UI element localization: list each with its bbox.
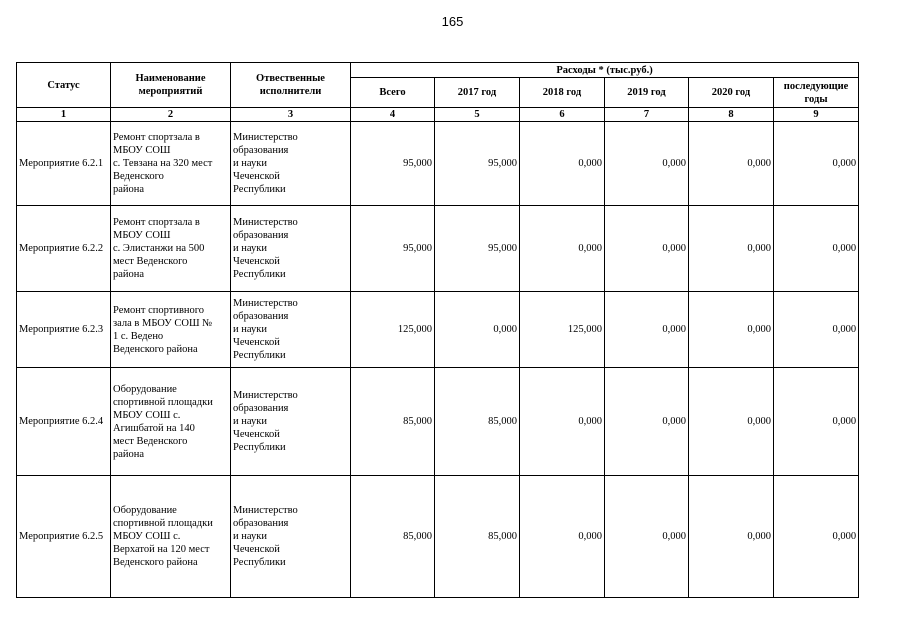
row-next-years: 0,000 — [774, 292, 859, 368]
table-row — [17, 206, 859, 292]
header-2019: 2019 год — [605, 78, 689, 108]
row-2017: 0,000 — [435, 292, 520, 368]
row-status: Мероприятие 6.2.1 — [17, 122, 111, 206]
column-number: 3 — [231, 108, 351, 122]
row-next-years: 0,000 — [774, 368, 859, 476]
row-2019: 0,000 — [605, 206, 689, 292]
row-name: Оборудование спортивной площадки МБОУ СОШ с. Агишбатой на 140 мест Веденского района — [111, 368, 231, 476]
row-2017: 95,000 — [435, 206, 520, 292]
row-executor: Министерство образования и науки Чеченской Республики — [231, 476, 351, 598]
row-2018: 0,000 — [520, 206, 605, 292]
row-name: Ремонт спортивного зала в МБОУ СОШ № 1 с. Ведено Веденского района — [111, 292, 231, 368]
row-next-years: 0,000 — [774, 206, 859, 292]
row-2018: 125,000 — [520, 292, 605, 368]
row-name: Оборудование спортивной площадки МБОУ СОШ с. Верхатой на 120 мест Веденского района — [111, 476, 231, 598]
page-number: 165 — [441, 14, 464, 29]
row-2019: 0,000 — [605, 292, 689, 368]
column-number: 5 — [435, 108, 520, 122]
header-executors: Отвественные исполнители — [231, 63, 351, 108]
row-2019: 0,000 — [605, 122, 689, 206]
row-2018: 0,000 — [520, 476, 605, 598]
column-number: 9 — [774, 108, 859, 122]
row-2020: 0,000 — [689, 206, 774, 292]
row-total: 95,000 — [351, 206, 435, 292]
row-2020: 0,000 — [689, 368, 774, 476]
column-number: 6 — [520, 108, 605, 122]
table-row — [17, 122, 859, 206]
table-row — [17, 476, 859, 598]
column-number: 1 — [17, 108, 111, 122]
row-status: Мероприятие 6.2.5 — [17, 476, 111, 598]
header-status: Статус — [17, 63, 111, 108]
column-numbers-row — [17, 108, 859, 122]
header-next-years: последующие годы — [774, 78, 859, 108]
budget-table — [16, 62, 859, 598]
header-name: Наименование мероприятий — [111, 63, 231, 108]
row-2019: 0,000 — [605, 476, 689, 598]
row-total: 85,000 — [351, 476, 435, 598]
row-2017: 95,000 — [435, 122, 520, 206]
row-executor: Министерство образования и науки Чеченской Республики — [231, 122, 351, 206]
row-2020: 0,000 — [689, 292, 774, 368]
row-total: 125,000 — [351, 292, 435, 368]
row-2019: 0,000 — [605, 368, 689, 476]
header-2020: 2020 год — [689, 78, 774, 108]
header-2017: 2017 год — [435, 78, 520, 108]
table-row — [17, 292, 859, 368]
row-name: Ремонт спортзала в МБОУ СОШ с. Элистанжи на 500 мест Веденского района — [111, 206, 231, 292]
row-2020: 0,000 — [689, 476, 774, 598]
row-executor: Министерство образования и науки Чеченской Республики — [231, 368, 351, 476]
table-row — [17, 368, 859, 476]
row-2018: 0,000 — [520, 368, 605, 476]
row-2018: 0,000 — [520, 122, 605, 206]
header-expenses: Расходы * (тыс.руб.) — [351, 63, 859, 78]
row-status: Мероприятие 6.2.2 — [17, 206, 111, 292]
row-2017: 85,000 — [435, 476, 520, 598]
column-number: 8 — [689, 108, 774, 122]
row-status: Мероприятие 6.2.3 — [17, 292, 111, 368]
header-total: Всего — [351, 78, 435, 108]
row-next-years: 0,000 — [774, 476, 859, 598]
row-next-years: 0,000 — [774, 122, 859, 206]
row-total: 85,000 — [351, 368, 435, 476]
row-2020: 0,000 — [689, 122, 774, 206]
column-number: 2 — [111, 108, 231, 122]
header-2018: 2018 год — [520, 78, 605, 108]
row-total: 95,000 — [351, 122, 435, 206]
row-status: Мероприятие 6.2.4 — [17, 368, 111, 476]
row-name: Ремонт спортзала в МБОУ СОШ с. Тевзана на 320 мест Веденского района — [111, 122, 231, 206]
column-number: 4 — [351, 108, 435, 122]
row-2017: 85,000 — [435, 368, 520, 476]
column-number: 7 — [605, 108, 689, 122]
row-executor: Министерство образования и науки Чеченской Республики — [231, 206, 351, 292]
row-executor: Министерство образования и науки Чеченской Республики — [231, 292, 351, 368]
